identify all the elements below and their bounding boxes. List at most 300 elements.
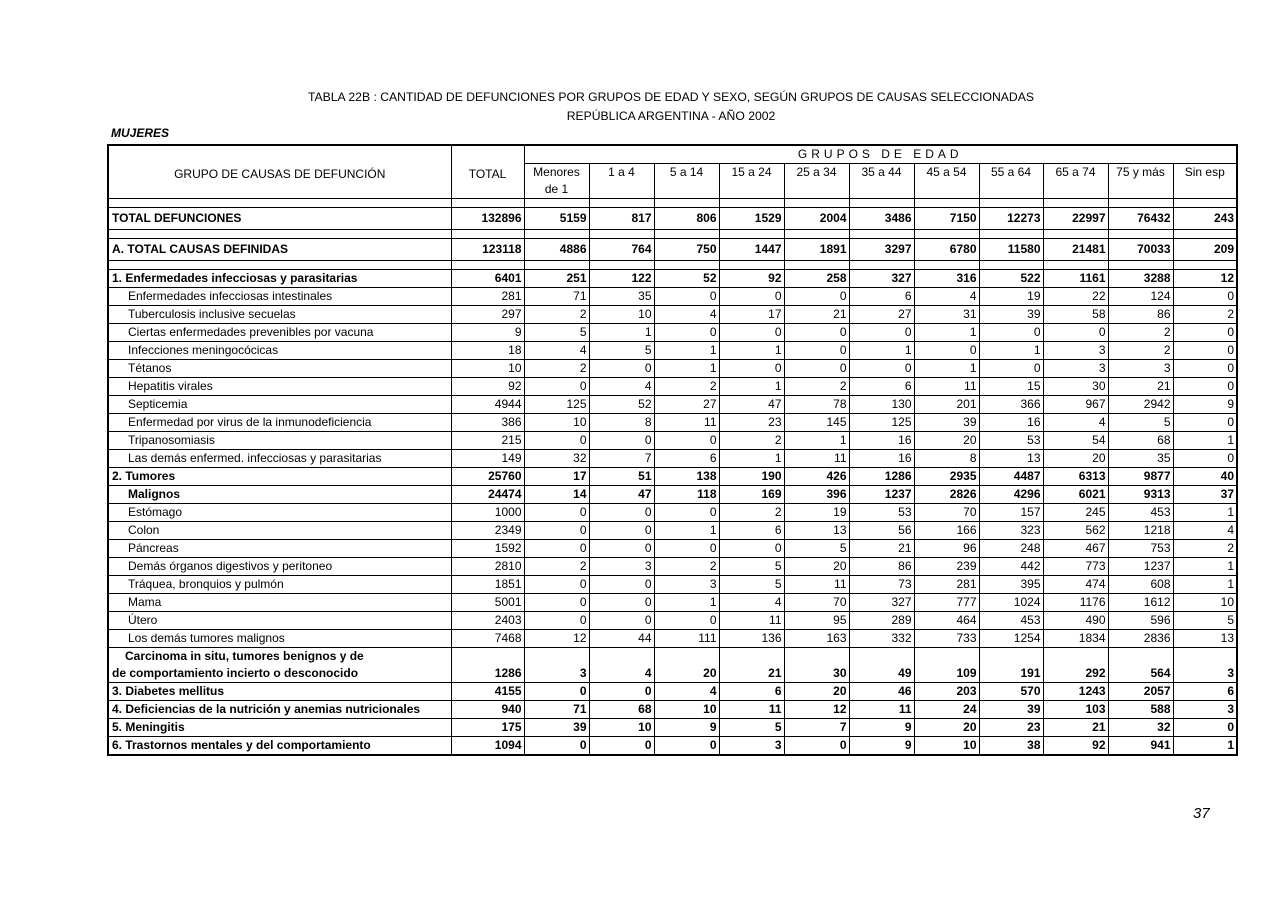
page-number: 37 [1193, 805, 1210, 822]
header-age-col-line2 [979, 181, 1043, 199]
row-value: 0 [719, 324, 784, 342]
row-value: 1592 [451, 540, 524, 558]
row-value: 0 [524, 576, 589, 594]
row-value: 95 [784, 612, 849, 630]
row-value: 11 [849, 701, 914, 719]
row-value: 3 [1173, 701, 1237, 719]
row-value: 1 [719, 342, 784, 360]
row-value: 6 [719, 522, 784, 540]
row-label-line2: de comportamiento incierto o desconocido [108, 665, 451, 683]
row-value: 0 [1173, 288, 1237, 306]
row-value: 332 [849, 630, 914, 648]
row-value: 1612 [1108, 594, 1173, 612]
row-label: Hepatitis virales [108, 378, 451, 396]
row-value: 1000 [451, 504, 524, 522]
row-value: 125 [849, 414, 914, 432]
row-value: 78 [784, 396, 849, 414]
row-value: 1286 [451, 665, 524, 683]
row-value: 124 [1108, 288, 1173, 306]
row-value: 2 [1108, 324, 1173, 342]
row-value: 22997 [1043, 208, 1108, 230]
row-value: 21 [849, 540, 914, 558]
header-age-col-line2 [1043, 181, 1108, 199]
row-value: 10 [589, 719, 654, 737]
row-value: 1 [1173, 576, 1237, 594]
row-value: 0 [524, 432, 589, 450]
row-value: 39 [914, 414, 979, 432]
row-value: 6 [1173, 683, 1237, 701]
header-age-col-line2 [719, 181, 784, 199]
table-row [108, 270, 1237, 288]
row-value: 30 [1043, 378, 1108, 396]
row-value: 0 [849, 324, 914, 342]
row-value: 5 [589, 342, 654, 360]
table-row [108, 208, 1237, 230]
row-value: 21 [719, 665, 784, 683]
row-value: 122 [589, 270, 654, 288]
row-value: 5001 [451, 594, 524, 612]
row-value: 0 [654, 504, 719, 522]
row-value: 289 [849, 612, 914, 630]
table-row [108, 486, 1237, 504]
table-row [108, 306, 1237, 324]
row-value: 20 [784, 558, 849, 576]
row-value: 467 [1043, 540, 1108, 558]
row-value: 426 [784, 468, 849, 486]
row-value: 6 [849, 378, 914, 396]
header-age-col: 75 y más [1108, 164, 1173, 182]
row-value: 68 [589, 701, 654, 719]
row-value: 248 [979, 540, 1043, 558]
row-value: 44 [589, 630, 654, 648]
table-row [108, 701, 1237, 719]
row-value: 10 [654, 701, 719, 719]
row-value: 31 [914, 306, 979, 324]
row-value: 764 [589, 239, 654, 261]
row-value: 2403 [451, 612, 524, 630]
row-value: 292 [1043, 665, 1108, 683]
row-value: 0 [719, 540, 784, 558]
table-row [108, 683, 1237, 701]
row-value: 6313 [1043, 468, 1108, 486]
row-value: 753 [1108, 540, 1173, 558]
row-value: 3297 [849, 239, 914, 261]
row-value: 149 [451, 450, 524, 468]
row-value: 13 [784, 522, 849, 540]
row-value: 777 [914, 594, 979, 612]
row-value: 9 [849, 719, 914, 737]
row-value: 17 [719, 306, 784, 324]
row-value: 39 [524, 719, 589, 737]
row-value: 453 [979, 612, 1043, 630]
row-value: 2 [1173, 540, 1237, 558]
row-value: 17 [524, 468, 589, 486]
row-value: 1 [719, 378, 784, 396]
row-value: 10 [589, 306, 654, 324]
row-value: 125 [524, 396, 589, 414]
row-value: 4 [914, 288, 979, 306]
row-value: 0 [524, 504, 589, 522]
row-value: 16 [979, 414, 1043, 432]
row-value: 86 [1108, 306, 1173, 324]
row-value: 0 [654, 324, 719, 342]
row-value: 453 [1108, 504, 1173, 522]
row-value: 32 [524, 450, 589, 468]
table-row [108, 414, 1237, 432]
row-label: Demás órganos digestivos y peritoneo [108, 558, 451, 576]
row-value: 9 [849, 737, 914, 756]
row-value: 6 [654, 450, 719, 468]
table-row [108, 396, 1237, 414]
row-value: 86 [849, 558, 914, 576]
row-value: 3 [1043, 342, 1108, 360]
row-value: 12 [1173, 270, 1237, 288]
row-value: 1 [1173, 432, 1237, 450]
row-value: 123118 [451, 239, 524, 261]
row-value: 92 [1043, 737, 1108, 756]
row-value: 70033 [1108, 239, 1173, 261]
table-row [108, 504, 1237, 522]
row-value: 10 [914, 737, 979, 756]
row-value: 92 [451, 378, 524, 396]
row-value: 2 [524, 360, 589, 378]
row-value: 53 [849, 504, 914, 522]
row-value: 46 [849, 683, 914, 701]
row-value: 570 [979, 683, 1043, 701]
row-value: 0 [524, 540, 589, 558]
row-value: 0 [654, 288, 719, 306]
row-value: 76432 [1108, 208, 1173, 230]
table-row [108, 737, 1237, 756]
row-value: 1 [589, 324, 654, 342]
row-value: 14 [524, 486, 589, 504]
row-value: 0 [589, 522, 654, 540]
row-value: 56 [849, 522, 914, 540]
header-age-col: Menores [524, 164, 589, 182]
row-value: 24 [914, 701, 979, 719]
row-value: 0 [719, 288, 784, 306]
row-value: 940 [451, 701, 524, 719]
table-row [108, 432, 1237, 450]
row-value: 0 [1173, 324, 1237, 342]
row-label: 6. Trastornos mentales y del comportamiento [108, 737, 451, 756]
row-value: 37 [1173, 486, 1237, 504]
header-age-col: 5 a 14 [654, 164, 719, 182]
row-value: 0 [979, 360, 1043, 378]
row-value: 6 [719, 683, 784, 701]
row-value: 806 [654, 208, 719, 230]
row-value: 49 [849, 665, 914, 683]
row-value: 817 [589, 208, 654, 230]
row-value: 52 [654, 270, 719, 288]
row-label: 2. Tumores [108, 468, 451, 486]
row-value: 5 [719, 558, 784, 576]
row-value: 8 [589, 414, 654, 432]
row-value: 2 [719, 432, 784, 450]
table-row [108, 540, 1237, 558]
row-value: 21481 [1043, 239, 1108, 261]
table-row [108, 522, 1237, 540]
row-value: 750 [654, 239, 719, 261]
row-value: 0 [784, 360, 849, 378]
row-label: Mama [108, 594, 451, 612]
row-value: 6401 [451, 270, 524, 288]
row-value: 3 [1043, 360, 1108, 378]
row-value: 16 [849, 432, 914, 450]
row-value: 16 [849, 450, 914, 468]
row-value: 13 [1173, 630, 1237, 648]
row-value: 0 [719, 360, 784, 378]
row-label: 5. Meningitis [108, 719, 451, 737]
row-label: 4. Deficiencias de la nutrición y anemias nutricionales [108, 701, 451, 719]
spacer-row [108, 230, 1237, 239]
row-value: 0 [1173, 450, 1237, 468]
row-value: 9 [451, 324, 524, 342]
header-row-top [108, 145, 1237, 164]
row-value: 2 [784, 378, 849, 396]
header-age-groups: GRUPOS DE EDAD [524, 145, 1237, 164]
row-value: 0 [1173, 360, 1237, 378]
row-value: 1 [654, 342, 719, 360]
row-value: 23 [979, 719, 1043, 737]
row-value: 35 [589, 288, 654, 306]
row-value: 169 [719, 486, 784, 504]
table-subtitle: REPÚBLICA ARGENTINA - AÑO 2002 [566, 109, 776, 123]
row-value: 1 [914, 324, 979, 342]
row-value: 281 [914, 576, 979, 594]
row-value: 323 [979, 522, 1043, 540]
row-value: 11 [719, 612, 784, 630]
row-value: 39 [979, 306, 1043, 324]
table-row [108, 594, 1237, 612]
row-value: 588 [1108, 701, 1173, 719]
row-value: 191 [979, 665, 1043, 683]
row-value: 7 [589, 450, 654, 468]
row-value: 12 [524, 630, 589, 648]
row-value: 9 [654, 719, 719, 737]
row-value: 58 [1043, 306, 1108, 324]
row-value: 27 [654, 396, 719, 414]
row-value: 0 [589, 576, 654, 594]
row-value: 0 [1173, 378, 1237, 396]
row-value: 2 [524, 558, 589, 576]
row-label: Tuberculosis inclusive secuelas [108, 306, 451, 324]
row-value: 1 [914, 360, 979, 378]
header-age-col-line2 [589, 181, 654, 199]
row-value: 47 [719, 396, 784, 414]
row-value: 111 [654, 630, 719, 648]
row-label: Útero [108, 612, 451, 630]
row-value: 13 [979, 450, 1043, 468]
row-value: 11 [914, 378, 979, 396]
row-value: 145 [784, 414, 849, 432]
table-row [108, 719, 1237, 737]
row-value: 32 [1108, 719, 1173, 737]
table-row [108, 576, 1237, 594]
row-value: 297 [451, 306, 524, 324]
row-value: 941 [1108, 737, 1173, 756]
row-label: Colon [108, 522, 451, 540]
header-age-col-line2 [1108, 181, 1173, 199]
row-value: 562 [1043, 522, 1108, 540]
table-row [108, 360, 1237, 378]
row-value: 1891 [784, 239, 849, 261]
header-age-col: 1 a 4 [589, 164, 654, 182]
row-value: 22 [1043, 288, 1108, 306]
row-value: 243 [1173, 208, 1237, 230]
row-value: 2 [1108, 342, 1173, 360]
row-value: 1094 [451, 737, 524, 756]
row-label: 1. Enfermedades infecciosas y parasitarias [108, 270, 451, 288]
row-value: 1176 [1043, 594, 1108, 612]
row-value: 2 [654, 558, 719, 576]
row-value: 7 [784, 719, 849, 737]
row-value: 132896 [451, 208, 524, 230]
row-value: 47 [589, 486, 654, 504]
header-age-col-line2 [849, 181, 914, 199]
row-value: 464 [914, 612, 979, 630]
row-value: 166 [914, 522, 979, 540]
row-label: Los demás tumores malignos [108, 630, 451, 648]
header-age-col-line2 [654, 181, 719, 199]
header-total: TOTAL [451, 145, 524, 199]
row-label: Las demás enfermed. infecciosas y parasitarias [108, 450, 451, 468]
row-value: 4 [719, 594, 784, 612]
row-value: 396 [784, 486, 849, 504]
row-value: 92 [719, 270, 784, 288]
row-value: 0 [654, 540, 719, 558]
row-value: 2349 [451, 522, 524, 540]
row-value: 1 [979, 342, 1043, 360]
table-row [108, 378, 1237, 396]
row-value: 30 [784, 665, 849, 683]
header-age-col-line2 [1173, 181, 1237, 199]
row-value: 1 [654, 360, 719, 378]
table-row [108, 612, 1237, 630]
row-value: 19 [979, 288, 1043, 306]
header-age-col: 65 a 74 [1043, 164, 1108, 182]
row-value: 1 [849, 342, 914, 360]
table-row [108, 630, 1237, 648]
row-value: 1218 [1108, 522, 1173, 540]
row-value: 327 [849, 594, 914, 612]
row-value: 2 [1173, 306, 1237, 324]
row-value: 733 [914, 630, 979, 648]
row-value: 4 [589, 378, 654, 396]
row-value: 138 [654, 468, 719, 486]
row-value: 1286 [849, 468, 914, 486]
row-value: 3486 [849, 208, 914, 230]
row-value: 2 [719, 504, 784, 522]
row-value: 4296 [979, 486, 1043, 504]
row-label: Tripanosomiasis [108, 432, 451, 450]
row-value: 281 [451, 288, 524, 306]
row-value: 1851 [451, 576, 524, 594]
row-value: 1 [1173, 558, 1237, 576]
row-value: 2 [524, 306, 589, 324]
row-value: 11 [654, 414, 719, 432]
row-value: 0 [849, 360, 914, 378]
row-value: 10 [524, 414, 589, 432]
row-value: 5 [784, 540, 849, 558]
header-age-col: 25 a 34 [784, 164, 849, 182]
row-value: 0 [589, 360, 654, 378]
row-label: TOTAL DEFUNCIONES [108, 208, 451, 230]
row-value: 53 [979, 432, 1043, 450]
row-value: 40 [1173, 468, 1237, 486]
row-value: 5159 [524, 208, 589, 230]
row-value: 20 [914, 719, 979, 737]
row-value: 596 [1108, 612, 1173, 630]
row-value: 9877 [1108, 468, 1173, 486]
row-value: 773 [1043, 558, 1108, 576]
row-label: Ciertas enfermedades prevenibles por vacuna [108, 324, 451, 342]
row-value: 12 [784, 701, 849, 719]
row-value: 5 [719, 719, 784, 737]
row-value: 251 [524, 270, 589, 288]
row-value: 2004 [784, 208, 849, 230]
row-value: 366 [979, 396, 1043, 414]
row-value: 0 [589, 540, 654, 558]
row-value: 11 [719, 701, 784, 719]
row-value: 0 [784, 324, 849, 342]
row-value: 2 [654, 378, 719, 396]
row-value: 12273 [979, 208, 1043, 230]
row-value: 175 [451, 719, 524, 737]
row-value: 203 [914, 683, 979, 701]
row-value: 109 [914, 665, 979, 683]
row-value: 2942 [1108, 396, 1173, 414]
row-label: Tráquea, bronquios y pulmón [108, 576, 451, 594]
header-age-col: Sin esp [1173, 164, 1237, 182]
row-value: 209 [1173, 239, 1237, 261]
row-value: 0 [589, 737, 654, 756]
row-label: Carcinoma in situ, tumores benignos y de [108, 648, 451, 666]
row-value: 6 [849, 288, 914, 306]
row-value: 0 [784, 737, 849, 756]
row-value: 1 [1173, 504, 1237, 522]
row-value: 474 [1043, 576, 1108, 594]
header-age-col: 45 a 54 [914, 164, 979, 182]
row-value: 103 [1043, 701, 1108, 719]
row-value: 0 [589, 594, 654, 612]
row-value: 3 [524, 665, 589, 683]
row-value: 6021 [1043, 486, 1108, 504]
row-value: 1529 [719, 208, 784, 230]
row-value: 130 [849, 396, 914, 414]
row-value: 27 [849, 306, 914, 324]
header-age-col-line2: de 1 [524, 181, 589, 199]
row-value: 1024 [979, 594, 1043, 612]
row-value: 118 [654, 486, 719, 504]
table-row [108, 239, 1237, 261]
row-value: 1237 [1108, 558, 1173, 576]
row-label: Páncreas [108, 540, 451, 558]
row-label: Enfermedad por virus de la inmunodeficiencia [108, 414, 451, 432]
row-value: 0 [1173, 342, 1237, 360]
row-value: 2935 [914, 468, 979, 486]
row-value: 0 [654, 612, 719, 630]
row-value: 0 [654, 737, 719, 756]
row-value: 3 [589, 558, 654, 576]
header-age-col-line2 [784, 181, 849, 199]
row-value: 0 [1173, 719, 1237, 737]
sex-label: MUJERES [111, 126, 170, 140]
row-value: 5 [719, 576, 784, 594]
row-value: 10 [1173, 594, 1237, 612]
row-value: 0 [589, 683, 654, 701]
header-age-col: 55 a 64 [979, 164, 1043, 182]
